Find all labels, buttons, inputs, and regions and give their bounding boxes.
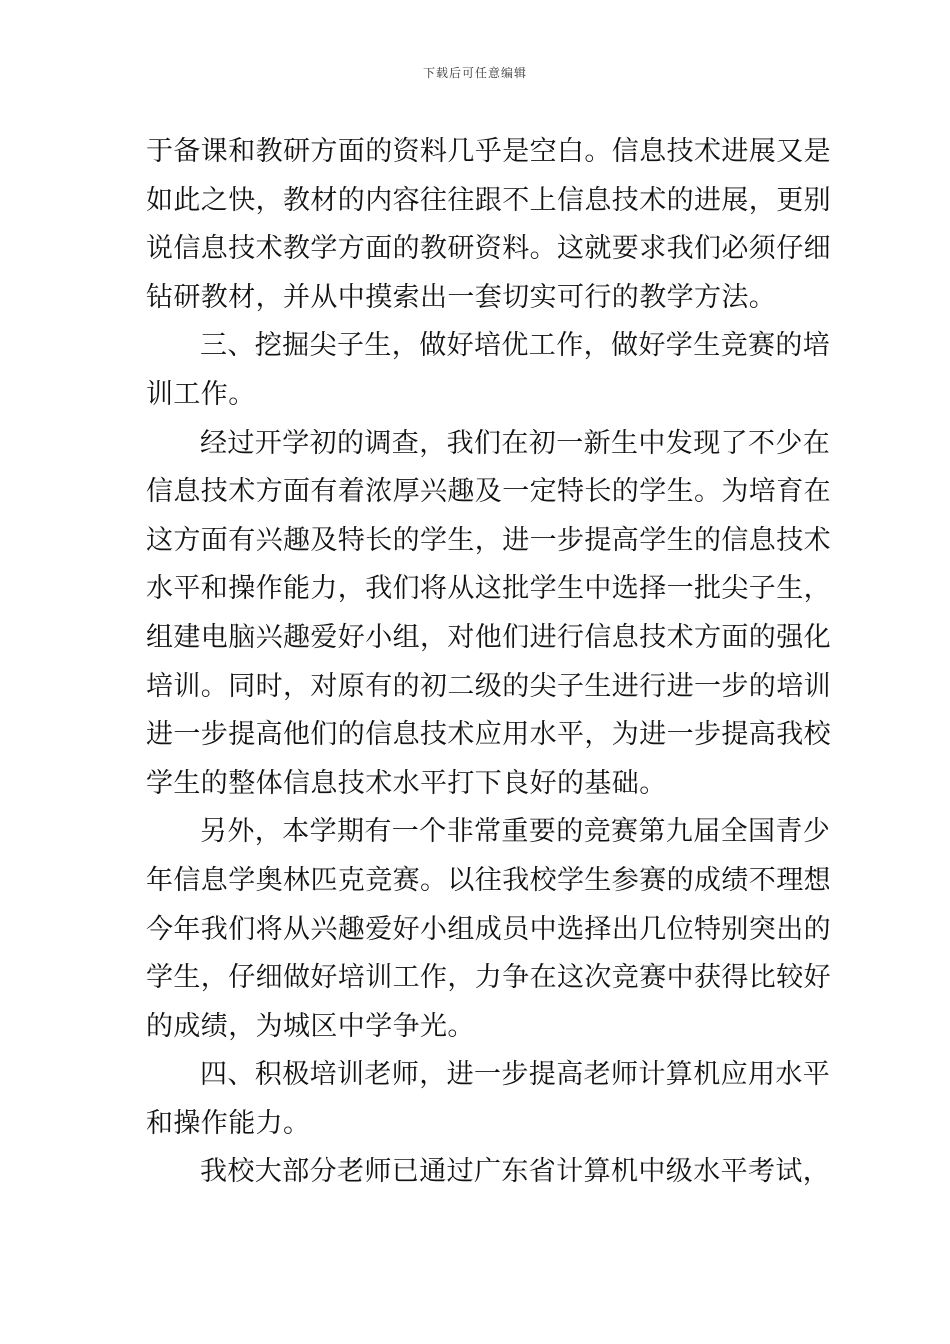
text-line: 如此之快，教材的内容往往跟不上信息技术的进展，更别 [146,184,831,216]
text-line: 另外，本学期有一个非常重要的竞赛第九届全国青少 [200,816,831,848]
text-line: 四、积极培训老师，进一步提高老师计算机应用水平 [200,1059,831,1091]
text-line: 培训。同时，对原有的初二级的尖子生进行进一步的培训 [146,670,831,702]
text-line: 今年我们将从兴趣爱好小组成员中选择出几位特别突出的 [146,913,831,945]
text-line: 的成绩，为城区中学争光。 [146,1010,475,1042]
text-line: 我校大部分老师已通过广东省计算机中级水平考试， [200,1156,831,1188]
text-line: 经过开学初的调查，我们在初一新生中发现了不少在 [200,427,831,459]
text-line: 三、挖掘尖子生，做好培优工作，做好学生竞赛的培 [200,330,831,362]
text-line: 信息技术方面有着浓厚兴趣及一定特长的学生。为培育在 [146,476,831,508]
document-body [146,128,831,1197]
text-line: 年信息学奥林匹克竞赛。以往我校学生参赛的成绩不理想 [146,864,831,896]
text-line: 这方面有兴趣及特长的学生，进一步提高学生的信息技术 [146,524,831,556]
text-line: 说信息技术教学方面的教研资料。这就要求我们必须仔细 [146,233,831,265]
text-line: 钻研教材，并从中摸索出一套切实可行的教学方法。 [146,281,777,313]
text-line: 和操作能力。 [146,1107,311,1139]
text-line: 水平和操作能力，我们将从这批学生中选择一批尖子生， [146,573,831,605]
text-line: 进一步提高他们的信息技术应用水平，为进一步提高我校 [146,719,831,751]
text-line: 组建电脑兴趣爱好小组，对他们进行信息技术方面的强化 [146,621,831,653]
text-line: 训工作。 [146,378,256,410]
text-line: 学生，仔细做好培训工作，力争在这次竞赛中获得比较好 [146,962,831,994]
text-line: 于备课和教研方面的资料几乎是空白。信息技术进展又是 [146,136,831,167]
text-line: 学生的整体信息技术水平打下良好的基础。 [146,767,667,799]
page-header: 下载后可任意编辑 [422,66,527,80]
